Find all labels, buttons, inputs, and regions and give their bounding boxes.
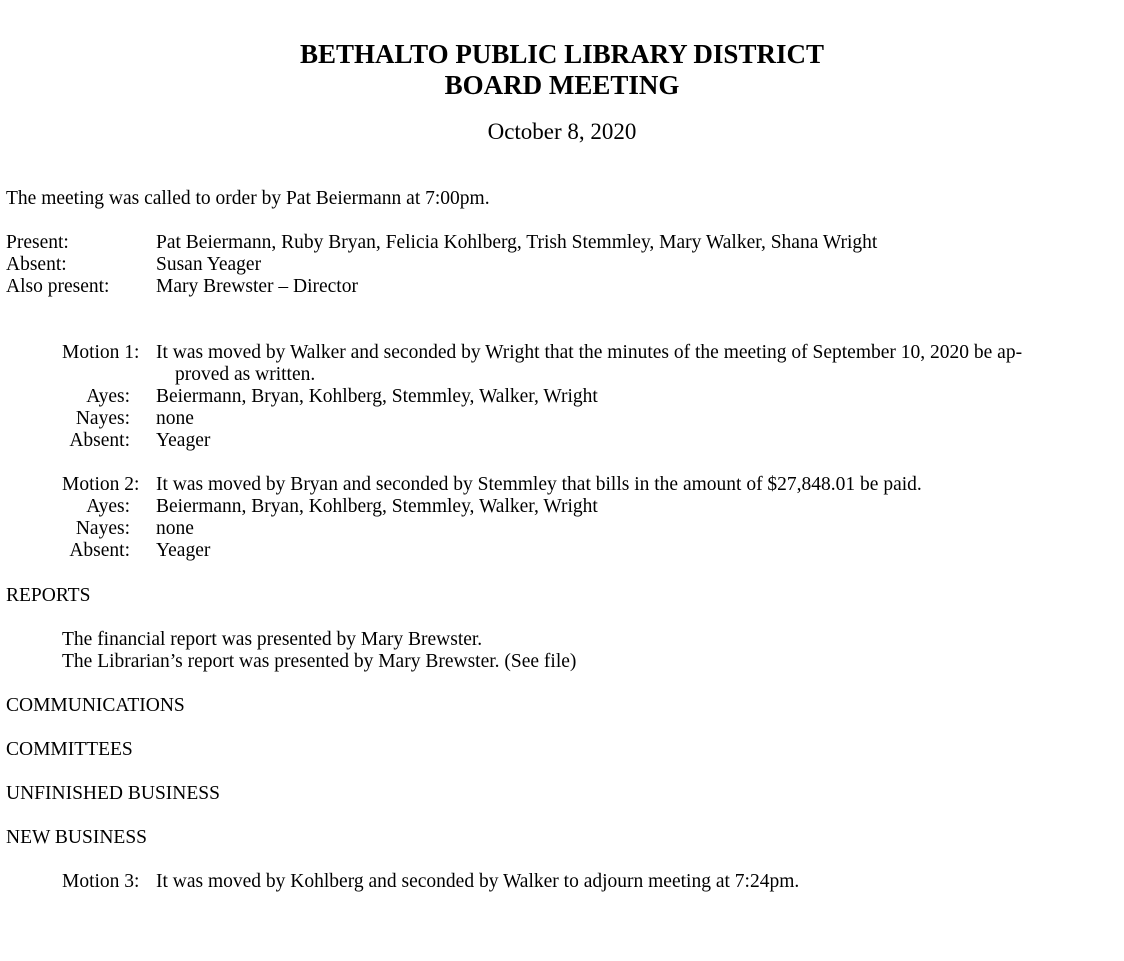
- present-list: Pat Beiermann, Ruby Bryan, Felicia Kohlberg, Trish Stemmley, Mary Walker, Shana Wright: [156, 232, 878, 253]
- nayes-list: none: [156, 408, 194, 429]
- ayes-list: Beiermann, Bryan, Kohlberg, Stemmley, Walker, Wright: [156, 386, 598, 407]
- present-label: Present:: [6, 232, 69, 253]
- motion-text: It was moved by Walker and seconded by Wright that the minutes of the meeting of September 10, 2020 be ap-: [156, 342, 1023, 363]
- absent-label: Absent:: [6, 254, 67, 275]
- absent-vote-list: Yeager: [156, 540, 211, 561]
- call-to-order: The meeting was called to order by Pat Beiermann at 7:00pm.: [6, 188, 490, 209]
- document-subtitle: BOARD MEETING: [444, 70, 680, 100]
- motion-text: It was moved by Bryan and seconded by Stemmley that bills in the amount of $27,848.01 be paid.: [156, 474, 922, 495]
- section-committees: COMMITTEES: [6, 739, 133, 760]
- absent-list: Susan Yeager: [156, 254, 262, 275]
- also-present-label: Also present:: [6, 276, 110, 297]
- nayes-list: none: [156, 518, 194, 539]
- absent-vote-list: Yeager: [156, 430, 211, 451]
- nayes-label: Nayes:: [75, 408, 130, 429]
- absent-vote-label: Absent:: [69, 540, 130, 561]
- motion-label: Motion 3:: [62, 871, 140, 892]
- motion-label: Motion 1:: [62, 342, 140, 363]
- nayes-label: Nayes:: [75, 518, 130, 539]
- document-title: BETHALTO PUBLIC LIBRARY DISTRICT: [300, 39, 824, 69]
- report-financial: The financial report was presented by Mary Brewster.: [62, 629, 483, 650]
- ayes-label: Ayes:: [86, 386, 130, 407]
- ayes-label: Ayes:: [86, 496, 130, 517]
- report-librarian: The Librarian’s report was presented by Mary Brewster. (See file): [62, 651, 577, 672]
- section-unfinished-business: UNFINISHED BUSINESS: [6, 783, 220, 804]
- section-communications: COMMUNICATIONS: [6, 695, 185, 716]
- section-new-business: NEW BUSINESS: [6, 827, 148, 848]
- motion-text: It was moved by Kohlberg and seconded by Walker to adjourn meeting at 7:24pm.: [156, 871, 800, 892]
- section-reports: REPORTS: [6, 585, 91, 606]
- absent-vote-label: Absent:: [69, 430, 130, 451]
- ayes-list: Beiermann, Bryan, Kohlberg, Stemmley, Walker, Wright: [156, 496, 598, 517]
- meeting-date: October 8, 2020: [487, 119, 637, 144]
- motion-text-continued: proved as written.: [175, 364, 316, 385]
- also-present-list: Mary Brewster – Director: [156, 276, 358, 297]
- motion-label: Motion 2:: [62, 474, 140, 495]
